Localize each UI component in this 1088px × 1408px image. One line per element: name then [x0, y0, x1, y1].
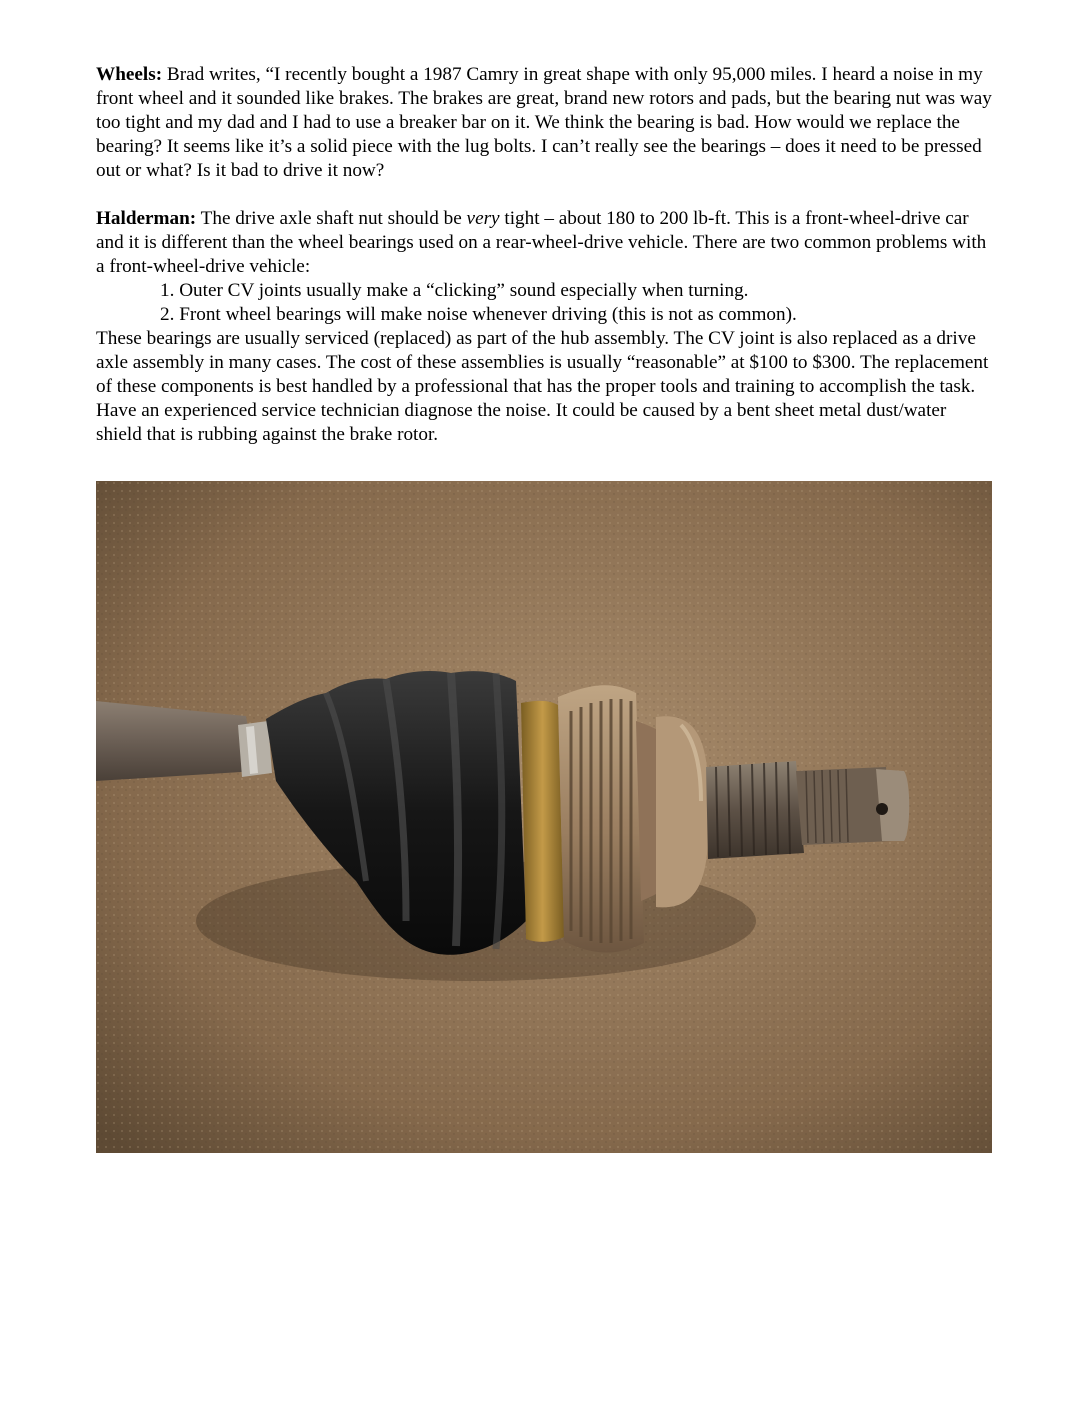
answer-paragraph: [96, 207, 996, 279]
answer-emphasis: very: [466, 208, 500, 229]
list-item: 1. Outer CV joints usually make a “clicking” sound especially when turning.: [160, 280, 749, 301]
answer-text-after: tight – about 180 to 200 lb-ft. This is a front-wheel-drive car and it is different than the wheel bearings used on a rear-wheel-drive vehicle. There are two common problems with a front-wheel-drive vehicle:: [96, 208, 987, 277]
question-label: Wheels:: [96, 64, 163, 85]
answer-text-before: The drive axle shaft nut should be: [196, 208, 467, 229]
cv-joint-photo: [96, 481, 992, 1153]
answer-label: Halderman:: [96, 208, 197, 229]
question-text: Brad writes, “I recently bought a 1987 Camry in great shape with only 95,000 miles. I heard a noise in my front wheel and it sounded like brakes. The brakes are great, brand new rotors and pads, but the bearing nut was way too tight and my dad and I had to use a breaker bar on it. We think the bearing is bad. How would we replace the bearing? It seems like it’s a solid piece with the lug bolts. I can’t really see the bearings – does it need to be pressed out or what? Is it bad to drive it now?: [96, 64, 992, 181]
problem-list: [96, 279, 996, 327]
cv-joint-illustration: [96, 481, 992, 1153]
question-paragraph: [96, 63, 996, 183]
closing-paragraph: These bearings are usually serviced (replaced) as part of the hub assembly. The CV joint is also replaced as a drive axle assembly in many cases. The cost of these assemblies is usually “reasonable” at $100 to $300. The replacement of these components is best handled by a professional that has the proper tools and training to accomplish the task. Have an experienced service technician diagnose the noise. It could be caused by a bent sheet metal dust/water shield that is rubbing against the brake rotor.: [96, 328, 989, 445]
list-item: 2. Front wheel bearings will make noise whenever driving (this is not as common).: [160, 304, 797, 325]
article-text: [96, 63, 996, 447]
